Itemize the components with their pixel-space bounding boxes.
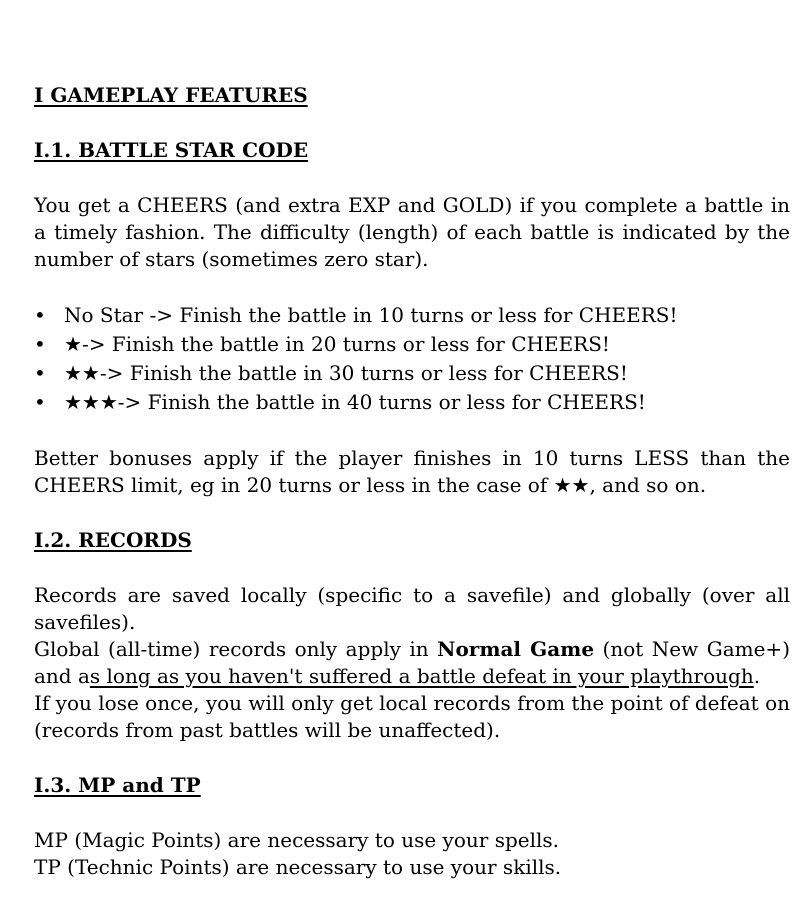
list-item	[34, 330, 790, 359]
rule-text: -> Finish the battle in 30 turns or less for CHEERS!	[99, 361, 628, 385]
star-rating: ★★	[553, 473, 590, 497]
records-paragraph-1: Records are saved locally (specific to a savefile) and globally (over all savefiles).	[34, 583, 790, 634]
star-rating: ★★	[64, 361, 100, 385]
star-rating: No Star	[64, 303, 144, 327]
star-rating: ★★★	[64, 390, 118, 414]
spacer	[34, 273, 790, 301]
records-text-start: Global (all-time) records only apply in	[34, 637, 438, 661]
list-item	[34, 301, 790, 330]
star-rules-list	[34, 301, 790, 417]
section-title-mp-tp: I.3. MP and TP	[34, 773, 201, 797]
list-item	[34, 359, 790, 388]
records-paragraph-2	[34, 636, 790, 690]
bonus-text-start: Better bonuses apply if the player finishes in 10 turns LESS than the CHEERS limit, eg in 20 turns or less in the case of	[34, 446, 790, 497]
records-paragraph-3: If you lose once, you will only get local records from the point of defeat on (records from past battles will be unaffected).	[34, 691, 790, 742]
normal-game-label: Normal Game	[437, 637, 595, 661]
spacer	[34, 109, 790, 137]
battle-star-intro: You get a CHEERS (and extra EXP and GOLD) if you complete a battle in a timely fashion. The difficulty (length) of each battle is indicated by the number of stars (sometimes zero star).	[34, 193, 790, 271]
bullet-icon: •	[34, 303, 46, 327]
mp-description: MP (Magic Points) are necessary to use your spells.	[34, 828, 560, 852]
main-heading: I GAMEPLAY FEATURES	[34, 83, 308, 107]
bullet-icon: •	[34, 361, 46, 385]
spacer	[34, 799, 790, 827]
section-title-battle-star-code: I.1. BATTLE STAR CODE	[34, 138, 309, 162]
star-rating: ★	[64, 332, 82, 356]
bonus-text-end: , and so on.	[589, 473, 707, 497]
bullet-icon: •	[34, 390, 46, 414]
spacer	[34, 499, 790, 527]
records-text-end: .	[753, 664, 761, 688]
list-item	[34, 388, 790, 417]
records-text-middle: (not New Game+) and a	[34, 637, 790, 688]
spacer	[34, 417, 790, 445]
document-page	[34, 82, 790, 881]
spacer	[34, 744, 790, 772]
rule-text: -> Finish the battle in 10 turns or less for CHEERS!	[143, 303, 678, 327]
section-title-records: I.2. RECORDS	[34, 528, 192, 552]
rule-text: -> Finish the battle in 40 turns or less for CHEERS!	[117, 390, 646, 414]
spacer	[34, 554, 790, 582]
spacer	[34, 164, 790, 192]
bullet-icon: •	[34, 332, 46, 356]
records-condition-underlined: s long as you haven't suffered a battle defeat in your playthrough	[89, 664, 754, 688]
bonus-paragraph	[34, 445, 790, 499]
rule-text: -> Finish the battle in 20 turns or less for CHEERS!	[81, 332, 610, 356]
tp-description: TP (Technic Points) are necessary to use your skills.	[34, 855, 562, 879]
